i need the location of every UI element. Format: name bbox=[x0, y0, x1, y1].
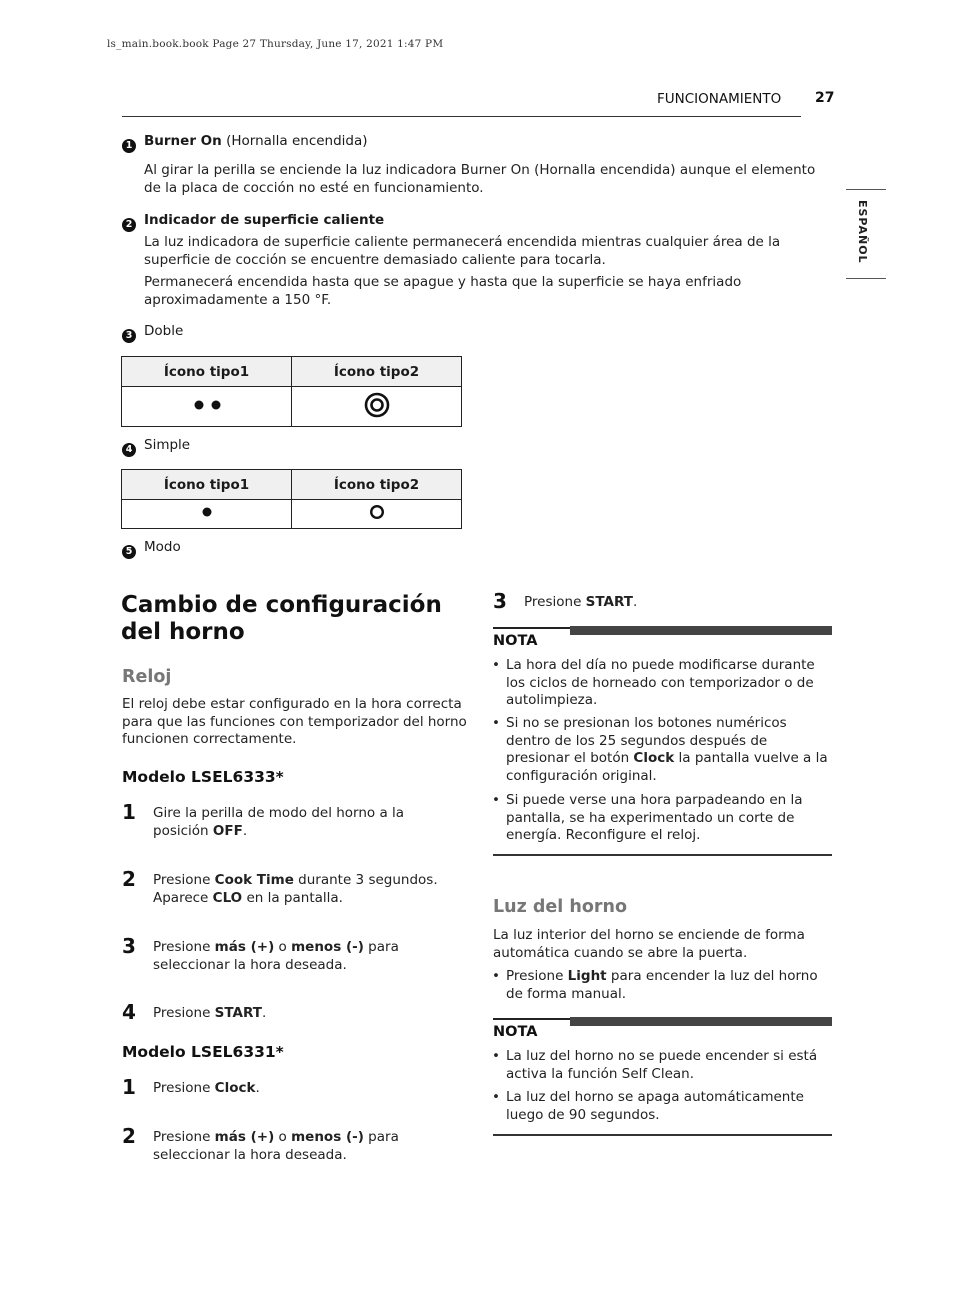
page-number: 27 bbox=[815, 90, 835, 106]
note-bullet: • Si no se presionan los botones numéricos dentro de los 25 segundos después de presionar el botón Clock la pantalla vuelve a la configuración original. bbox=[492, 715, 828, 784]
step-b1-text: Presione Clock. bbox=[153, 1080, 260, 1096]
table-header-type2: Ícono tipo2 bbox=[292, 470, 462, 500]
hot-surface-paragraph-2: Permanecerá encendida hasta que se apague y hasta que la superficie se haya enfriado aproximadamente a 150 °F. bbox=[144, 274, 742, 308]
step-number: 3 bbox=[493, 589, 507, 613]
note-bullet: • Si puede verse una hora parpadeando en la pantalla, se ha experimentado un corte de energía. Reconfigure el reloj. bbox=[492, 792, 803, 843]
note-bar-thin bbox=[493, 627, 570, 629]
table-header-type1: Ícono tipo1 bbox=[122, 470, 292, 500]
single-label: Simple bbox=[144, 437, 191, 453]
language-tab: ESPAÑOL bbox=[856, 200, 869, 264]
side-tab-bottom-rule bbox=[846, 278, 886, 279]
callout-number-1: 1 bbox=[122, 133, 136, 153]
clock-subtitle: Reloj bbox=[122, 667, 172, 687]
hot-surface-paragraph-1: La luz indicadora de superficie caliente permanecerá encendida mientras cualquier área de la superficie de cocción se encuentre demasiado caliente para tocarla. bbox=[144, 234, 781, 268]
table-header-type1: Ícono tipo1 bbox=[122, 357, 292, 387]
note-title: NOTA bbox=[493, 633, 538, 649]
step-number: 4 bbox=[122, 1000, 136, 1024]
double-ring-icon bbox=[292, 387, 462, 427]
note-bullet: • La luz del horno no se puede encender si está activa la función Self Clean. bbox=[492, 1048, 818, 1082]
note-bullet: • La luz del horno se apaga automáticamente luego de 90 segundos. bbox=[492, 1089, 804, 1123]
single-icon-table bbox=[121, 469, 462, 529]
note-bullet: • La hora del día no puede modificarse durante los ciclos de horneado con temporizador o de autolimpieza. bbox=[492, 657, 815, 708]
print-meta-line: ls_main.book.book Page 27 Thursday, June 17, 2021 1:47 PM bbox=[107, 38, 444, 50]
callout-number-4: 4 bbox=[122, 437, 136, 457]
step-number: 3 bbox=[122, 934, 136, 958]
header-rule bbox=[122, 116, 801, 117]
hot-surface-title: Indicador de superficie caliente bbox=[144, 212, 385, 228]
oven-light-subtitle: Luz del horno bbox=[493, 897, 627, 917]
step-b3-text: Presione START. bbox=[524, 594, 638, 610]
callout-number-3: 3 bbox=[122, 323, 136, 343]
burner-on-description: Al girar la perilla se enciende la luz indicadora Burner On (Hornalla encendida) aunque el elemento de la placa de cocción no esté en funcionamiento. bbox=[144, 162, 816, 196]
table-header-type2: Ícono tipo2 bbox=[292, 357, 462, 387]
clock-intro: El reloj debe estar configurado en la hora correcta para que las funciones con temporizador del horno funcionen correctamente. bbox=[122, 696, 467, 747]
note-bottom-rule bbox=[493, 854, 832, 856]
oven-light-intro: La luz interior del horno se enciende de forma automática cuando se abre la puerta. bbox=[493, 927, 805, 961]
burner-on-label: Burner On bbox=[144, 133, 222, 149]
single-dot-icon bbox=[122, 500, 292, 529]
header-section-title: FUNCIONAMIENTO bbox=[657, 91, 782, 107]
oven-light-bullet: • Presione Light para encender la luz del horno de forma manual. bbox=[492, 968, 818, 1002]
note-title: NOTA bbox=[493, 1024, 538, 1040]
side-tab-top-rule bbox=[846, 189, 886, 190]
note-bar-thick bbox=[570, 1017, 832, 1026]
section-title: Cambio de configuración del horno bbox=[121, 592, 442, 645]
step-b2-text: Presione más (+) o menos (-) para seleccionar la hora deseada. bbox=[153, 1129, 399, 1163]
model-b-heading: Modelo LSEL6331* bbox=[122, 1043, 284, 1061]
callout-number-5: 5 bbox=[122, 539, 136, 559]
callout-number-2: 2 bbox=[122, 212, 136, 232]
step-a4-text: Presione START. bbox=[153, 1005, 267, 1021]
step-number: 2 bbox=[122, 1124, 136, 1148]
double-label: Doble bbox=[144, 323, 184, 339]
step-a2-text: Presione Cook Time durante 3 segundos. Aparece CLO en la pantalla. bbox=[153, 872, 438, 906]
double-icon-table bbox=[121, 356, 462, 427]
step-number: 1 bbox=[122, 1075, 136, 1099]
note-bar-thick bbox=[570, 626, 832, 635]
double-dots-icon bbox=[122, 387, 292, 427]
model-a-heading: Modelo LSEL6333* bbox=[122, 768, 284, 786]
single-ring-icon bbox=[292, 500, 462, 529]
step-a3-text: Presione más (+) o menos (-) para seleccionar la hora deseada. bbox=[153, 939, 399, 973]
step-a1-text: Gire la perilla de modo del horno a la posición OFF. bbox=[153, 805, 405, 839]
note-bottom-rule bbox=[493, 1134, 832, 1136]
item-burner-on-title: Burner On (Hornalla encendida) bbox=[144, 133, 368, 149]
step-number: 2 bbox=[122, 867, 136, 891]
step-number: 1 bbox=[122, 800, 136, 824]
note-bar-thin bbox=[493, 1018, 570, 1020]
mode-label: Modo bbox=[144, 539, 181, 555]
